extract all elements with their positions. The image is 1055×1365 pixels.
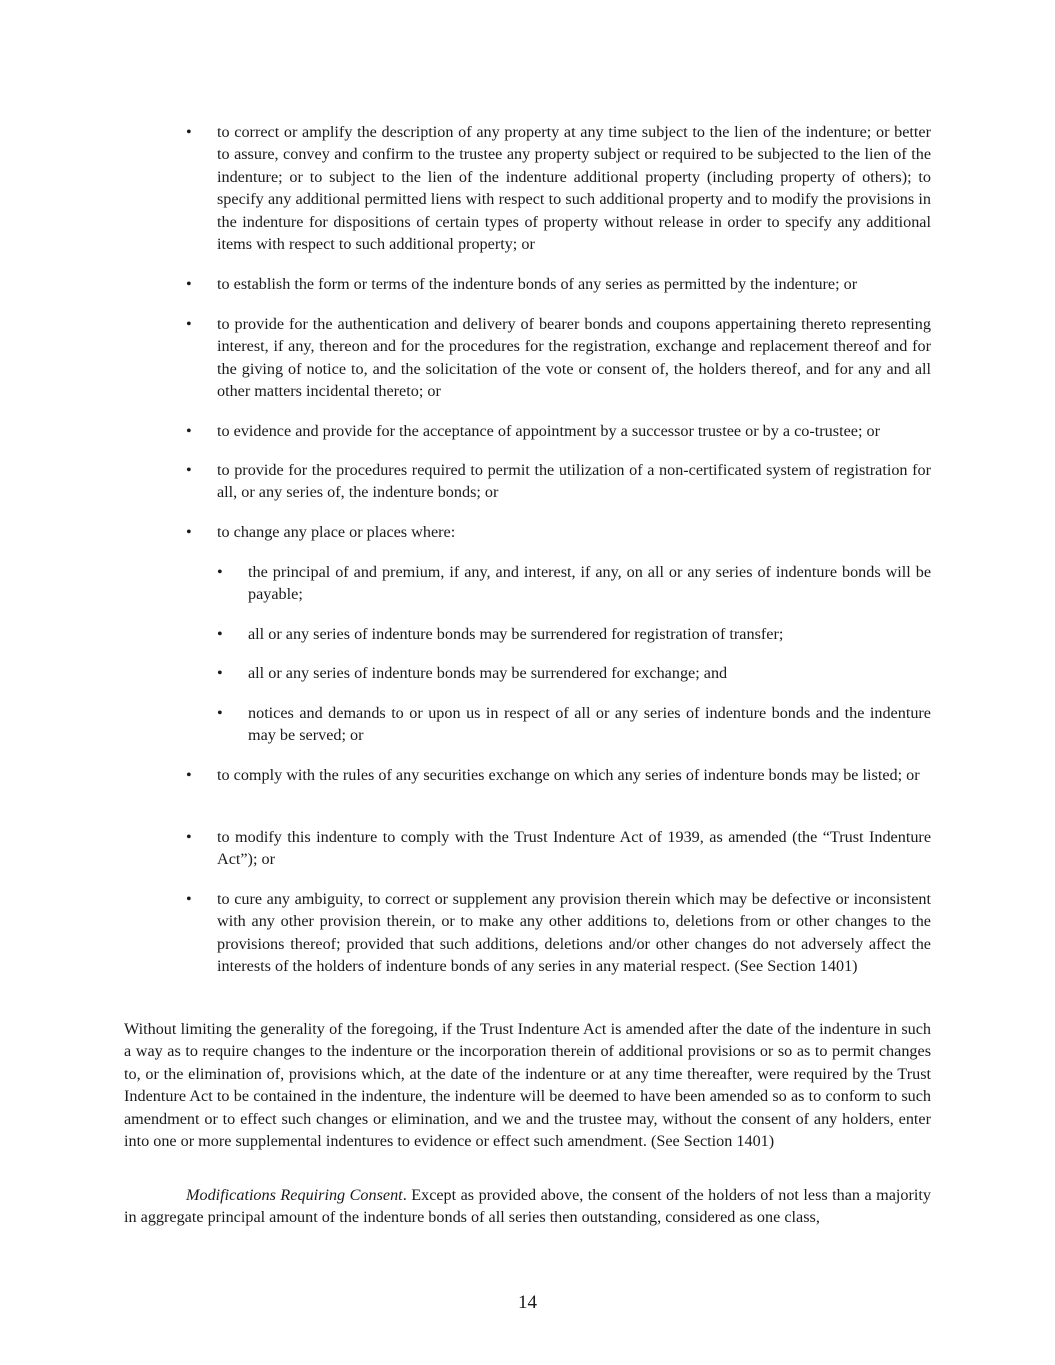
list-item bbox=[186, 826, 931, 871]
page-number: 14 bbox=[518, 1292, 537, 1313]
sub-list-item-text: all or any series of indenture bonds may be surrendered for exchange; and bbox=[248, 664, 728, 682]
list-item-text: to comply with the rules of any securities exchange on which any series of indenture bonds may be listed; or bbox=[217, 766, 920, 784]
bullet-icon: • bbox=[186, 890, 192, 908]
bullet-icon: • bbox=[186, 461, 192, 479]
bullet-icon: • bbox=[217, 664, 223, 682]
list-item-text: to change any place or places where: bbox=[217, 523, 456, 541]
bullet-icon: • bbox=[217, 625, 223, 643]
section-heading-punct: . bbox=[402, 1186, 407, 1204]
list-item bbox=[186, 888, 931, 978]
paragraph-body: Except as provided above, the consent of the holders of not less than a majority in aggregate principal amount of the indenture bonds of all series then outstanding, considered as one class, bbox=[124, 1186, 932, 1227]
list-item-text: to provide for the procedures required to permit the utilization of a non-certificated system of registration for all, or any series of, the indenture bonds; or bbox=[217, 461, 931, 502]
sub-list-item-text: notices and demands to or upon us in respect of all or any series of indenture bonds and the indenture may be served; or bbox=[248, 704, 931, 745]
bullet-icon: • bbox=[186, 523, 192, 541]
list-item bbox=[186, 459, 931, 504]
bullet-icon: • bbox=[186, 315, 192, 333]
list-item-text: to establish the form or terms of the indenture bonds of any series as permitted by the indenture; or bbox=[217, 275, 858, 293]
list-item-text: to correct or amplify the description of any property at any time subject to the lien of the indenture; or better to assure, convey and confirm to the trustee any property subject or required to be subjected to the lien of the indenture; or to subject to the lien of the indenture additional property (including property of others); to specify any additional permitted liens with respect to such additional property and to modify the provisions in the indenture for dispositions of certain types of property without release in order to specify any additional items with respect to such additional property; or bbox=[217, 123, 931, 254]
list-item bbox=[186, 764, 931, 786]
bullet-icon: • bbox=[186, 422, 192, 440]
modifications-requiring-consent-paragraph bbox=[124, 1184, 931, 1229]
bullet-icon: • bbox=[186, 123, 192, 141]
bullet-icon: • bbox=[217, 704, 223, 722]
list-item bbox=[186, 420, 931, 442]
sub-list-item-text: all or any series of indenture bonds may be surrendered for registration of transfer; bbox=[248, 625, 784, 643]
list-item bbox=[186, 273, 931, 295]
sub-list-item bbox=[217, 561, 931, 606]
bullet-icon: • bbox=[186, 766, 192, 784]
list-item bbox=[186, 521, 931, 543]
list-item-text: to evidence and provide for the acceptance of appointment by a successor trustee or by a co-trustee; or bbox=[217, 422, 880, 440]
sub-list-item bbox=[217, 702, 931, 747]
sub-list-item-text: the principal of and premium, if any, and interest, if any, on all or any series of indenture bonds will be payable; bbox=[248, 563, 931, 604]
list-item bbox=[186, 121, 931, 255]
list-item bbox=[186, 313, 931, 403]
bullet-icon: • bbox=[186, 828, 192, 846]
bullet-icon: • bbox=[217, 563, 223, 581]
sub-list-item bbox=[217, 662, 931, 684]
section-heading: Modifications Requiring Consent bbox=[186, 1186, 403, 1204]
sub-list-item bbox=[217, 623, 931, 645]
bullet-icon: • bbox=[186, 275, 192, 293]
list-item-text: to cure any ambiguity, to correct or supplement any provision therein which may be defective or inconsistent with any other provision therein, or to make any other additions to, deletions from or other changes to the provisions thereof; provided that such additions, deletions and/or other changes do not adversely affect the interests of the holders of indenture bonds of any series in any material respect. (See Section 1401) bbox=[217, 890, 931, 976]
trust-indenture-act-paragraph: Without limiting the generality of the foregoing, if the Trust Indenture Act is amended after the date of the indenture in such a way as to require changes to the indenture or the incorporation therein of additional provisions or so as to permit changes to, or the elimination of, provisions which, at the date of the indenture or at any time thereafter, were required by the Trust Indenture Act to be contained in the indenture, the indenture will be deemed to have been amended so as to conform to such amendment or to effect such changes or elimination, and we and the trustee may, without the consent of any holders, enter into one or more supplemental indentures to evidence or effect such amendment. (See Section 1401) bbox=[124, 1020, 931, 1151]
list-item-text: to modify this indenture to comply with the Trust Indenture Act of 1939, as amended (the “Trust Indenture Act”); or bbox=[217, 828, 931, 869]
list-item-text: to provide for the authentication and delivery of bearer bonds and coupons appertaining thereto representing interest, if any, thereon and for the procedures for the registration, exchange and replacement thereof and for the giving of notice to, and the solicitation of the vote or consent of, the holders thereof, and for any and all other matters incidental thereto; or bbox=[217, 315, 931, 401]
